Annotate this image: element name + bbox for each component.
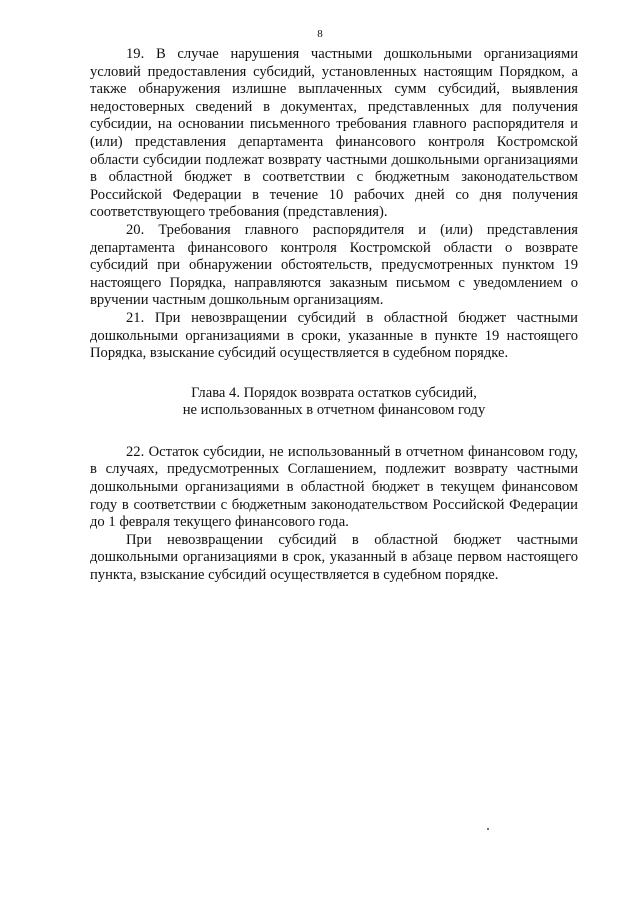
chapter-heading-line-2: не использованных в отчетном финансовом году (182, 402, 486, 419)
paragraph-22-continuation: При невозвращении субсидий в областной бюджет частными дошкольными организациями в срок, указанный в абзаце первом настоящего пункта, взыскание субсидий осуществляется в судебном порядке. (90, 531, 578, 584)
paragraph-20: 20. Требования главного распорядителя и (или) представления департамента финансового контроля Костромской области о возврате субсидий при обнаружении обстоятельств, предусмотренных пунктом 19 настоящего Порядка, направляются заказным письмом с уведомлением о вручении частным дошкольным организациям. (90, 221, 578, 309)
paragraph-22: 22. Остаток субсидии, не использованный в отчетном финансовом году, в случаях, предусмотренных Соглашением, подлежит возврату частными дошкольными организациями в областной бюджет в текущем финансовом году в соответствии с бюджетным законодательством Российской Федерации до 1 февраля текущего финансового года. (90, 443, 578, 531)
scan-artifact-dot (487, 828, 489, 830)
document-body (90, 46, 578, 585)
paragraph-19: 19. В случае нарушения частными дошкольными организациями условий предоставления субсидий, установленных настоящим Порядком, а также обнаружения излишне выплаченных сумм субсидий, выявления недостоверных сведений в документах, представленных для получения субсидии, на основании письменного требования главного распорядителя и (или) представления департамента финансового контроля Костромской области субсидии подлежат возврату частными дошкольными организациями в областной бюджет в соответствии с бюджетным законодательством Российской Федерации в течение 10 рабочих дней со дня получения соответствующего требования (представления). (90, 46, 578, 221)
paragraph-21: 21. При невозвращении субсидий в областной бюджет частными дошкольными организациями в сроки, указанные в пункте 19 настоящего Порядка, взыскание субсидий осуществляется в судебном порядке. (90, 309, 578, 362)
page-number: 8 (317, 28, 323, 40)
chapter-heading-line-1: Глава 4. Порядок возврата остатков субсидий, (191, 384, 477, 401)
chapter-heading (90, 385, 578, 420)
